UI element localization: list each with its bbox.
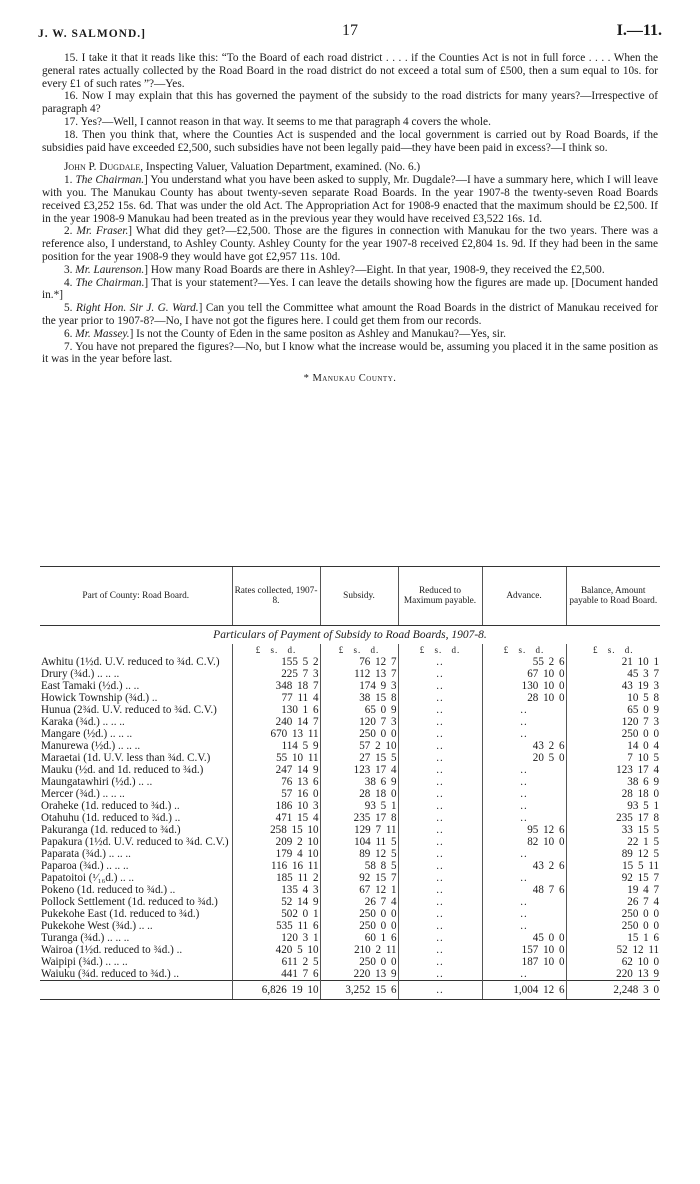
table-row (40, 812, 660, 824)
cell-subsidy: 57 2 10 (320, 740, 398, 752)
cell-reduced: .. (398, 812, 482, 824)
road-board-name: Pokeno (1d. reduced to ¾d.) .. (41, 884, 176, 896)
cell-balance: 21 10 1 (566, 656, 660, 668)
cell-balance: 10 5 8 (566, 692, 660, 704)
cell-balance: 250 0 0 (566, 920, 660, 932)
cell-subsidy: 38 6 9 (320, 776, 398, 788)
cell-reduced: .. (398, 896, 482, 908)
table-row (40, 656, 660, 668)
col-header-reduced: Reduced to Maximum payable. (398, 567, 482, 626)
cell-subsidy: 92 15 7 (320, 872, 398, 884)
table-row (40, 932, 660, 944)
road-board-name: East Tamaki (½d.) .. .. (41, 680, 140, 692)
cell-advance: .. (482, 896, 566, 908)
cell-reduced: .. (398, 824, 482, 836)
table-row (40, 836, 660, 848)
cell-balance: 38 6 9 (566, 776, 660, 788)
cell-rates: 209 2 10 (232, 836, 320, 848)
units-reduced: £ s. d. (398, 644, 482, 656)
cell-rates: 240 14 7 (232, 716, 320, 728)
cell-rates: 116 16 11 (232, 860, 320, 872)
road-board-name: Hunua (2¾d. U.V. reduced to ¾d. C.V.) (41, 704, 217, 716)
table-row (40, 668, 660, 680)
cell-advance: .. (482, 788, 566, 800)
cell-reduced: .. (398, 716, 482, 728)
table-row (40, 788, 660, 800)
cell-reduced: .. (398, 776, 482, 788)
table-row (40, 680, 660, 692)
cell-reduced: .. (398, 680, 482, 692)
cell-balance: 62 10 0 (566, 956, 660, 968)
cell-subsidy: 104 11 5 (320, 836, 398, 848)
cell-reduced: .. (398, 656, 482, 668)
question-4: 4. The Chairman.] That is your statement?—Yes. I can leave the details showing how the figures are made up. [Document handed in.*] (42, 276, 658, 302)
cell-subsidy: 250 0 0 (320, 908, 398, 920)
road-board-name: Papatoitoi (¹⁄₁₆d.) .. .. (41, 872, 135, 884)
cell-reduced: .. (398, 836, 482, 848)
cell-advance: .. (482, 704, 566, 716)
particulars-row (40, 626, 660, 645)
road-board-name: Mangare (½d.) .. .. .. (41, 728, 133, 740)
paragraph-18: 18. Then you think that, where the Counties Act is suspended and the local government is carried out by Road Boards, if the subsidies paid have exceeded £2,500, such subsidies have not been legally paid—they have been paid in excess?—I think so. (42, 128, 658, 154)
cell-advance: 48 7 6 (482, 884, 566, 896)
witness-name: John P. Dugdale (64, 161, 141, 174)
cell-subsidy: 112 13 7 (320, 668, 398, 680)
road-board-name: Drury (¾d.) .. .. .. (41, 668, 120, 680)
table-row (40, 968, 660, 981)
cell-reduced: .. (398, 692, 482, 704)
cell-advance: .. (482, 800, 566, 812)
cell-reduced: .. (398, 800, 482, 812)
road-board-name: Manurewa (½d.) .. .. .. (41, 740, 141, 752)
road-board-name: Waipipi (¾d.) .. .. .. (41, 956, 128, 968)
subsidy-table (40, 566, 660, 1000)
cell-balance: 19 4 7 (566, 884, 660, 896)
cell-subsidy: 93 5 1 (320, 800, 398, 812)
question-5: 5. Right Hon. Sir J. G. Ward.] Can you tell the Committee what amount the Road Boards in the district of Manukau received for the year prior to 1907-8?—No, I have not got the figures here. I could get them from our records. (42, 302, 659, 327)
cell-rates: 135 4 3 (232, 884, 320, 896)
table-row (40, 944, 660, 956)
cell-advance: .. (482, 776, 566, 788)
cell-reduced: .. (398, 872, 482, 884)
cell-balance: 28 18 0 (566, 788, 660, 800)
road-board-name: Karaka (¾d.) .. .. .. (41, 716, 125, 728)
witness-rest: , Inspecting Valuer, Valuation Department, examined. (No. 6.) (140, 161, 421, 174)
cell-balance: 92 15 7 (566, 872, 660, 884)
page-header (38, 22, 662, 44)
road-board-name: Otahuhu (1d. reduced to ¾d.) .. (41, 812, 181, 824)
cell-advance: 157 10 0 (482, 944, 566, 956)
total-rates: 6,826 19 10 (232, 981, 320, 1000)
cell-subsidy: 76 12 7 (320, 656, 398, 668)
table-header-row (40, 567, 660, 626)
cell-rates: 258 15 10 (232, 824, 320, 836)
road-board-name: Pakuranga (1d. reduced to ¾d.) (41, 824, 181, 836)
cell-rates: 155 5 2 (232, 656, 320, 668)
cell-balance: 220 13 9 (566, 968, 660, 981)
cell-balance: 123 17 4 (566, 764, 660, 776)
cell-reduced: .. (398, 884, 482, 896)
cell-reduced: .. (398, 956, 482, 968)
cell-advance: 95 12 6 (482, 824, 566, 836)
road-board-name: Paparata (¾d.) .. .. .. (41, 848, 131, 860)
cell-advance: 82 10 0 (482, 836, 566, 848)
cell-balance: 45 3 7 (566, 668, 660, 680)
cell-balance: 22 1 5 (566, 836, 660, 848)
road-board-name: Maungatawhiri (½d.) .. .. (41, 776, 153, 788)
cell-subsidy: 58 8 5 (320, 860, 398, 872)
table-row (40, 728, 660, 740)
cell-reduced: .. (398, 920, 482, 932)
table-row (40, 764, 660, 776)
road-board-name: Waiuku (¾d. reduced to ¾d.) .. (41, 968, 180, 980)
cell-subsidy: 38 15 8 (320, 692, 398, 704)
header-left: J. W. SALMOND.] (38, 28, 146, 40)
cell-subsidy: 28 18 0 (320, 788, 398, 800)
table-row (40, 740, 660, 752)
road-board-name: Mauku (½d. and 1d. reduced to ¾d.) (41, 764, 204, 776)
cell-subsidy: 250 0 0 (320, 956, 398, 968)
cell-rates: 670 13 11 (232, 728, 320, 740)
total-reduced: .. (398, 981, 482, 1000)
col-header-board: Part of County: Road Board. (40, 567, 232, 626)
cell-balance: 89 12 5 (566, 848, 660, 860)
table-row (40, 884, 660, 896)
cell-balance: 33 15 5 (566, 824, 660, 836)
cell-balance: 14 0 4 (566, 740, 660, 752)
table-caption: * Manukau County. (303, 373, 397, 385)
table-row (40, 956, 660, 968)
cell-balance: 52 12 11 (566, 944, 660, 956)
cell-advance: .. (482, 716, 566, 728)
units-rates: £ s. d. (232, 644, 320, 656)
road-board-name: Turanga (¾d.) .. .. .. (41, 932, 130, 944)
road-board-name: Pukekohe West (¾d.) .. .. (41, 920, 153, 932)
table-row (40, 776, 660, 788)
col-header-subsidy: Subsidy. (320, 567, 398, 626)
units-subsidy: £ s. d. (320, 644, 398, 656)
table-row (40, 896, 660, 908)
cell-rates: 247 14 9 (232, 764, 320, 776)
cell-rates: 57 16 0 (232, 788, 320, 800)
cell-reduced: .. (398, 704, 482, 716)
cell-subsidy: 65 0 9 (320, 704, 398, 716)
totals-row (40, 981, 660, 1000)
cell-subsidy: 129 7 11 (320, 824, 398, 836)
units-advance: £ s. d. (482, 644, 566, 656)
cell-advance: 43 2 6 (482, 860, 566, 872)
question-7: 7. You have not prepared the figures?—No, but I know what the increase would be, assuming you placed it in the same position as it was in the year before last. (42, 340, 658, 366)
cell-subsidy: 210 2 11 (320, 944, 398, 956)
cell-reduced: .. (398, 740, 482, 752)
col-header-balance: Balance, Amount payable to Road Board. (566, 567, 660, 626)
cell-rates: 77 11 4 (232, 692, 320, 704)
cell-advance: .. (482, 812, 566, 824)
road-board-name: Maraetai (1d. U.V. less than ¾d. C.V.) (41, 752, 211, 764)
cell-rates: 186 10 3 (232, 800, 320, 812)
cell-rates: 535 11 6 (232, 920, 320, 932)
road-board-name: Wairoa (1½d. reduced to ¾d.) .. (41, 944, 183, 956)
road-board-name: Pukekohe East (1d. reduced to ¾d.) (41, 908, 200, 920)
cell-advance: 28 10 0 (482, 692, 566, 704)
cell-rates: 420 5 10 (232, 944, 320, 956)
cell-rates: 52 14 9 (232, 896, 320, 908)
cell-rates: 76 13 6 (232, 776, 320, 788)
cell-subsidy: 123 17 4 (320, 764, 398, 776)
cell-balance: 120 7 3 (566, 716, 660, 728)
cell-rates: 120 3 1 (232, 932, 320, 944)
cell-advance: 187 10 0 (482, 956, 566, 968)
road-board-name: Howick Township (¾d.) .. (41, 692, 158, 704)
road-board-name: Pollock Settlement (1d. reduced to ¾d.) (41, 896, 218, 908)
road-board-name: Oraheke (1d. reduced to ¾d.) .. (41, 800, 180, 812)
road-board-name: Mercer (¾d.) .. .. .. (41, 788, 125, 800)
cell-balance: 26 7 4 (566, 896, 660, 908)
table-row (40, 908, 660, 920)
cell-reduced: .. (398, 764, 482, 776)
table-row (40, 920, 660, 932)
table-row (40, 692, 660, 704)
cell-reduced: .. (398, 908, 482, 920)
cell-rates: 611 2 5 (232, 956, 320, 968)
cell-rates: 348 18 7 (232, 680, 320, 692)
cell-subsidy: 27 15 5 (320, 752, 398, 764)
cell-subsidy: 250 0 0 (320, 920, 398, 932)
cell-balance: 65 0 9 (566, 704, 660, 716)
cell-reduced: .. (398, 728, 482, 740)
cell-advance: .. (482, 872, 566, 884)
question-2: 2. Mr. Fraser.] What did they get?—£2,500. Those are the figures in connection with Manukau for the two years. There was a reference also, I understand, to Ashley County. Ashley County for the year 1907-8 received £2,804 1s. 9d. If they had been in the same position for the year 1908-9 they would have got £2,957 11s. 10d. (42, 225, 658, 263)
cell-balance: 235 17 8 (566, 812, 660, 824)
witness-heading (42, 161, 658, 174)
cell-advance: .. (482, 920, 566, 932)
cell-advance: .. (482, 848, 566, 860)
cell-reduced: .. (398, 932, 482, 944)
cell-balance: 93 5 1 (566, 800, 660, 812)
cell-subsidy: 220 13 9 (320, 968, 398, 981)
cell-reduced: .. (398, 848, 482, 860)
cell-advance: 130 10 0 (482, 680, 566, 692)
cell-rates: 471 15 4 (232, 812, 320, 824)
cell-rates: 185 11 2 (232, 872, 320, 884)
cell-subsidy: 60 1 6 (320, 932, 398, 944)
cell-advance: 55 2 6 (482, 656, 566, 668)
question-6: 6. Mr. Massey.] Is not the County of Eden in the same positon as Ashley and Manukau?—Yes, sir. (64, 327, 506, 340)
cell-balance: 15 5 11 (566, 860, 660, 872)
table-row (40, 872, 660, 884)
cell-rates: 441 7 6 (232, 968, 320, 981)
cell-advance: 67 10 0 (482, 668, 566, 680)
cell-rates: 225 7 3 (232, 668, 320, 680)
cell-rates: 114 5 9 (232, 740, 320, 752)
cell-rates: 179 4 10 (232, 848, 320, 860)
cell-advance: 45 0 0 (482, 932, 566, 944)
paragraph-16: 16. Now I may explain that this has governed the payment of the subsidy to the road districts for many years?—Irrespective of paragraph 4? (42, 90, 658, 116)
cell-balance: 15 1 6 (566, 932, 660, 944)
road-board-name: Paparoa (¾d.) .. .. .. (41, 860, 129, 872)
cell-reduced: .. (398, 788, 482, 800)
table-row (40, 716, 660, 728)
cell-advance: 43 2 6 (482, 740, 566, 752)
cell-advance: .. (482, 764, 566, 776)
paragraph-15: 15. I take it that it reads like this: “To the Board of each road district . . . . if the Counties Act is not in full force . . . . When the general rates actually collected by the Road Board in the road district do not exceed a total sum of £500, then a sum equal to 10s. for every £1 of such rates ”?—Yes. (42, 52, 658, 90)
table-row (40, 860, 660, 872)
cell-subsidy: 120 7 3 (320, 716, 398, 728)
cell-rates: 55 10 11 (232, 752, 320, 764)
total-balance: 2,248 3 0 (566, 981, 660, 1000)
page-number: 17 (342, 22, 358, 39)
cell-subsidy: 250 0 0 (320, 728, 398, 740)
particulars-title: Particulars of Payment of Subsidy to Road Boards, 1907-8. (213, 629, 487, 641)
cell-balance: 250 0 0 (566, 908, 660, 920)
cell-advance: .. (482, 968, 566, 981)
page-body (42, 52, 658, 386)
question-3: 3. Mr. Laurenson.] How many Road Boards are there in Ashley?—Eight. In that year, 1908-9, they received the £2,500. (64, 263, 605, 276)
table-row (40, 704, 660, 716)
total-subsidy: 3,252 15 6 (320, 981, 398, 1000)
cell-subsidy: 174 9 3 (320, 680, 398, 692)
cell-advance: .. (482, 728, 566, 740)
table-row (40, 848, 660, 860)
cell-advance: .. (482, 908, 566, 920)
cell-balance: 250 0 0 (566, 728, 660, 740)
road-board-name: Awhitu (1½d. U.V. reduced to ¾d. C.V.) (41, 656, 220, 668)
table-row (40, 824, 660, 836)
document-ref: I.—11. (616, 22, 662, 39)
col-header-advance: Advance. (482, 567, 566, 626)
cell-balance: 43 19 3 (566, 680, 660, 692)
cell-balance: 7 10 5 (566, 752, 660, 764)
question-1: 1. The Chairman.] You understand what you have been asked to supply, Mr. Dugdale?—I have a summary here, which I will leave with you. The Manukau County has about twenty-seven separate Road Boards. In the year 1907-8 the twenty-seven Road Boards received £3,252 15s. 6d. That was under the old Act. The Appropriation Act for 1908-9 enacted that the maximum should be £2,500. If in the year 1908-9 Manukau had been treated as in the previous year they would have received £3,522 16s. 1d. (42, 174, 659, 225)
cell-rates: 502 0 1 (232, 908, 320, 920)
table-row (40, 800, 660, 812)
cell-subsidy: 67 12 1 (320, 884, 398, 896)
cell-reduced: .. (398, 968, 482, 981)
cell-reduced: .. (398, 944, 482, 956)
cell-reduced: .. (398, 668, 482, 680)
cell-subsidy: 26 7 4 (320, 896, 398, 908)
cell-reduced: .. (398, 860, 482, 872)
units-row (40, 644, 660, 656)
cell-subsidy: 235 17 8 (320, 812, 398, 824)
cell-advance: 20 5 0 (482, 752, 566, 764)
total-advance: 1,004 12 6 (482, 981, 566, 1000)
paragraph-17: 17. Yes?—Well, I cannot reason in that way. It seems to me that paragraph 4 covers the whole. (64, 115, 491, 128)
units-balance: £ s. d. (566, 644, 660, 656)
cell-reduced: .. (398, 752, 482, 764)
col-header-rates: Rates collected, 1907-8. (232, 567, 320, 626)
cell-subsidy: 89 12 5 (320, 848, 398, 860)
table-row (40, 752, 660, 764)
road-board-name: Papakura (1½d. U.V. reduced to ¾d. C.V.) (41, 836, 229, 848)
cell-rates: 130 1 6 (232, 704, 320, 716)
